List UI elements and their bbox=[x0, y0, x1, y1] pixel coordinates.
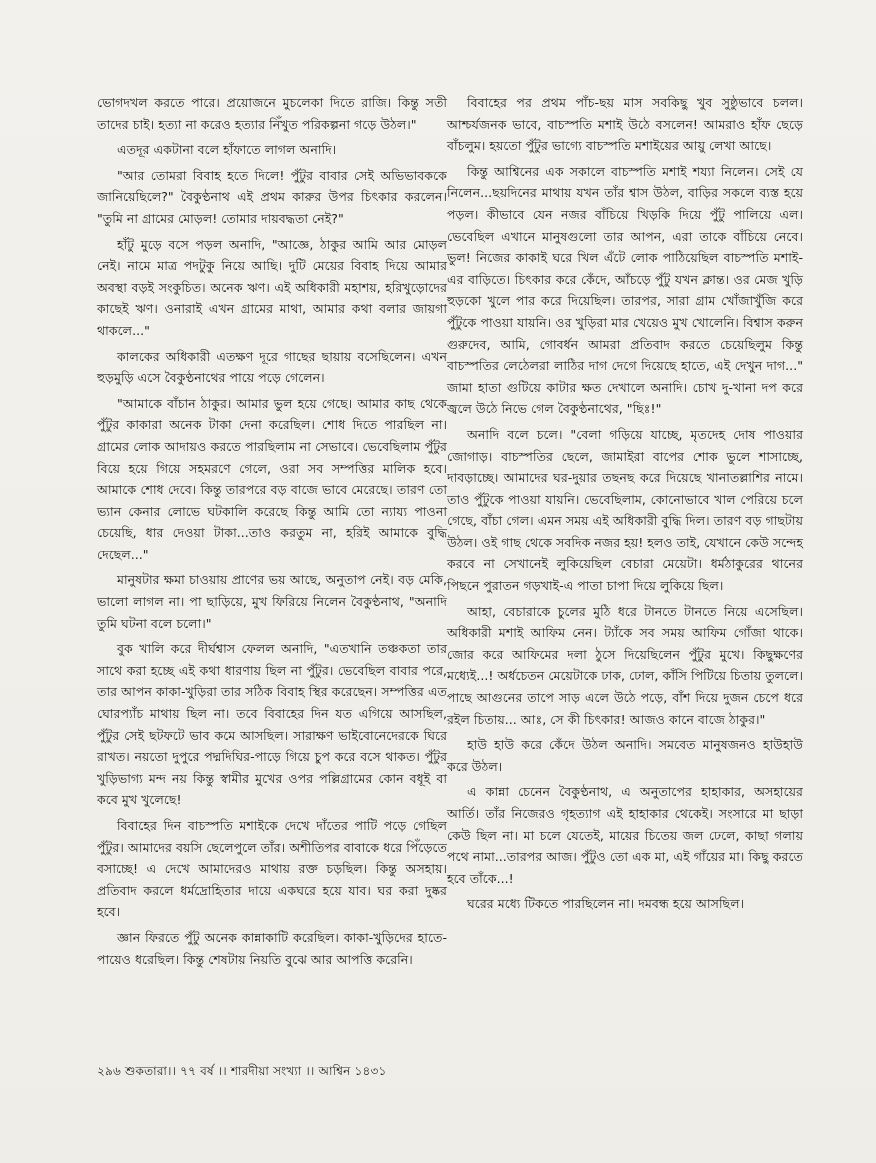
paragraph: বুক খালি করে দীর্ঘশ্বাস ফেলল অনাদি, "এতখানি তঞ্চকতা তার সাথে করা হচ্ছে এই কথা ধারণায় ছিল না পুঁটুর। ভেবেছিল বাবার পরে, তার আপন কাকা-খুড়িরা তার সঠিক বিবাহ স্থির করেছেন। সম্পত্তির এত ঘোরপ্যাঁচ মাথায় ছিল না। তবে বিবাহের দিন যত এগিয়ে আসছিল, পুঁটুর সেই ছটফটে ভাব কমে আসছিল। সারাক্ষণ ভাইবোনেদেরকে ঘিরে রাখত। নয়তো দুপুরে পদ্মদিঘির-পাড়ে গিয়ে চুপ করে বসে থাকত। পুঁটুর খুড়িভাগ্য মন্দ নয় কিন্তু স্বামীর মুখের ওপর পল্লিগ্রামের কোন বধূই বা কবে মুখ খুলেছে! bbox=[97, 641, 447, 808]
paragraph: "আমাকে বাঁচান ঠাকুর। আমার ভুল হয়ে গেছে। আমার কাছ থেকে পুঁটুর কাকারা অনেক টাকা দেনা করেছিল। শোধ দিতে পারছিল না। গ্রামের লোক আদায়ও করতে পারছিলাম না সেভাবে। ভেবেছিলাম পুঁটুর বিয়ে হয়ে গিয়ে সহমরণে গেলে, ওরা সব সম্পত্তির মালিক হবে। আমাকে শোধ দেবে। কিন্তু তারপরে বড় বাজে ভাবে মেরেছে। তারণ তো ভ্যান কেনার লোভে ঘটকালি করেছে কিন্তু আমি তো ন্যায্য পাওনা চেয়েছি, ধার দেওয়া টাকা...তাও করতুম না, হরিই আমাকে বুদ্ধি দেছেল..." bbox=[97, 395, 447, 562]
right-text-column bbox=[447, 92, 803, 919]
paragraph: ভোগদখল করতে পারে। প্রয়োজনে মুচলেকা দিতে রাজি। কিন্তু সতী তাদের চাই। হত্যা না করেও হত্যার নিঁখুত পরিকল্পনা গড়ে উঠল।" bbox=[97, 95, 447, 132]
paragraph: কালকের অধিকারী এতক্ষণ দূরে গাছের ছায়ায় বসেছিলেন। এখন হুড়মুড়ি এসে বৈকুণ্ঠনাথের পায়ে পড়ে গেলেন। bbox=[97, 348, 447, 386]
paragraph: বিবাহের দিন বাচস্পতি মশাইকে দেখে দাঁতের পাটি পড়ে গেছিল পুঁটুর। আমাদের বয়সি ছেলেপুলে তাঁর। অশীতিপর বাবাকে ধরে পিঁড়েতে বসাচ্ছে! এ দেখে আমাদেরও মাথায় রক্ত চড়ছিল। কিন্তু অসহায়। প্রতিবাদ করলে ধর্মদ্রোহিতার দায়ে একঘরে হয়ে যাব। ঘর করা দুষ্কর হবে। bbox=[97, 818, 447, 920]
paragraph: অনাদি বলে চলে। "বেলা গড়িয়ে যাচ্ছে, মৃতদেহ দোষ পাওয়ার জোগাড়। বাচস্পতির ছেলে, জামাইরা বাপের শোক ভুলে শাসাচ্ছে, দাবড়াচ্ছে। আমাদের ঘর-দুয়ার তছনছ করে দিয়েছে খানাতল্লাশির নামে। তাও পুঁটুকে পাওয়া যায়নি। ভেবেছিলাম, কোনোভাবে খাল পেরিয়ে চলে গেছে, বাঁচা গেল। এমন সময় এই অধিকারী বুদ্ধি দিল। তারণ বড় গাছটায় উঠল। ওই গাছ থেকে সবদিক নজর হয়! হলও তাই, যেখানে কেউ সন্দেহ করবে না সেখানেই লুকিয়েছিল বেচারা মেয়েটা। ধর্মঠাকুরের থানের পিছনে পুরাতন গড়খাই-এ পাতা চাপা দিয়ে লুকিয়ে ছিল। bbox=[447, 426, 803, 594]
paragraph: মানুষটার ক্ষমা চাওয়ায় প্রাণের ভয় আছে, অনুতাপ নেই। বড় মেকি, ভালো লাগল না। পা ছাড়িয়ে, মুখ ফিরিয়ে নিলেন বৈকুণ্ঠনাথ, "অনাদি তুমি ঘটনা বলে চলো।" bbox=[97, 572, 447, 631]
paragraph: আহা, বেচারাকে চুলের মুঠি ধরে টানতে টানতে নিয়ে এসেছিল। অধিকারী মশাই আফিম নেন। ট্যাঁকে সব সময় আফিম গোঁজা থাকে। জোর করে আফিমের দলা ঠুসে দিয়েছিলেন পুঁটুর মুখে। কিছুক্ষণের মধ্যেই...! অর্ধচেতন মেয়েটাকে ঢাক, ঢোল, কাঁসি পিটিয়ে চিতায় তুললে। পাছে আগুনের তাপে সাড় এলে উঠে পড়ে, বাঁশ দিয়ে দুজন চেপে ধরে রইল চিতায়... আঃ, সে কী চিৎকার! আজও কানে বাজে ঠাকুর।" bbox=[447, 603, 803, 727]
paragraph: হাঁটু মুড়ে বসে পড়ল অনাদি, "আজ্ঞে, ঠাকুর আমি আর মোড়ল নেই। নামে মাত্র পদটুকু নিয়ে আছি। দুটি মেয়ের বিবাহ দিয়ে আমার অবস্থা বড়ই সংকুচিত। অনেক ঋণ। এই অধিকারী মহাশয়, হরিখুড়োদের কাছেই ঋণ। ওনারাই এখন গ্রামের মাথা, আমার কথা বলার জায়গা থাকলে..." bbox=[97, 236, 447, 338]
left-text-column bbox=[97, 92, 447, 974]
paragraph: ঘরের মধ্যে টিকতে পারছিলেন না। দমবন্ধ হয়ে আসছিল। bbox=[467, 896, 745, 912]
paragraph: কিন্তু আশ্বিনের এক সকালে বাচস্পতি মশাই শয্যা নিলেন। সেই যে নিলেন...ছয়দিনের মাথায় যখন তাঁর শ্বাস উঠল, বাড়ির সকলে ব্যস্ত হয়ে পড়ল। কীভাবে যেন নজর বাঁচিয়ে খিড়কি দিয়ে পুঁটু পালিয়ে এল। ভেবেছিল এখানে মানুষগুলো তার আপন, এরা তাকে বাঁচিয়ে নেবে। ভুল! নিজের কাকাই ঘরে খিল এঁটে লোক পাঠিয়েছিল বাচস্পতি মশাই-এর বাড়িতে। চিৎকার করে কেঁদে, আঁচড়ে পুঁটু যখন ক্লান্ত। ওর মেজ খুড়ি হুড়কো খুলে পার করে দিয়েছিল। তারপর, সারা গ্রাম খোঁজাখুঁজি করে পুঁটুকে পাওয়া যায়নি। ওর খুড়িরা মার খেয়েও মুখ খোলেনি। বিশ্বাস করুন গুরুদেব, আমি, গোবর্ধন আমরা প্রতিবাদ করতে চেয়েছিলুম কিন্তু বাচস্পতির লেঠেলরা লাঠির দাগ দেগে দিয়েছে হাতে, এই দেখুন দাগ..." জামা হাতা গুটিয়ে কাটার ক্ষত দেখালে অনাদি। চোখ দু-খানা দপ করে জ্বলে উঠে নিভে গেল বৈকুণ্ঠনাথের, "ছিঃ!" bbox=[447, 163, 803, 417]
paragraph: বিবাহের পর প্রথম পাঁচ-ছয় মাস সবকিছু খুব সুষ্ঠুভাবে চলল। আশ্চর্যজনক ভাবে, বাচস্পতি মশাই উঠে বসলেন! আমরাও হাঁফ ছেড়ে বাঁচলুম। হয়তো পুঁটুর ভাগ্যে বাচস্পতি মশাইয়ের আয়ু লেখা আছে। bbox=[447, 95, 803, 154]
page-footer: ২৯৬ শুকতারা।। ৭৭ বর্ষ ।। শারদীয়া সংখ্যা ।। আশ্বিন ১৪৩১ bbox=[97, 1064, 387, 1078]
paragraph: হাউ হাউ করে কেঁদে উঠল অনাদি। সমবেত মানুষজনও হাউহাউ করে উঠল। bbox=[447, 737, 803, 774]
paragraph: জ্ঞান ফিরতে পুঁটু অনেক কান্নাকাটি করেছিল। কাকা-খুড়িদের হাতে-পায়েও ধরেছিল। কিন্তু শেষটায় নিয়তি বুঝে আর আপত্তি করেনি। bbox=[97, 929, 447, 967]
paragraph: এ কান্না চেনেন বৈকুণ্ঠনাথ, এ অনুতাপের হাহাকার, অসহায়ের আর্তি। তাঁর নিজেরও গৃহত্যাগ এই হাহাকার থেকেই। সংসারে মা ছাড়া কেউ ছিল না। মা চলে যেতেই, মায়ের চিতেয় জল ঢেলে, কাছা গলায় পথে নামা...তারপর আজ। পুঁটুও তো এক মা, এই গাঁয়ের মা। কিছু করতে হবে তাঁকে...! bbox=[447, 784, 803, 886]
paragraph: এতদূর একটানা বলে হাঁফাতে লাগল অনাদি। bbox=[117, 142, 337, 158]
paragraph: "আর তোমরা বিবাহ হতে দিলে! পুঁটুর বাবার সেই অভিভাবককে জানিয়েছিলে?" বৈকুণ্ঠনাথ এই প্রথম কারুর উপর চিৎকার করলেন। "তুমি না গ্রামের মোড়ল! তোমার দায়বদ্ধতা নেই?" bbox=[97, 167, 447, 226]
